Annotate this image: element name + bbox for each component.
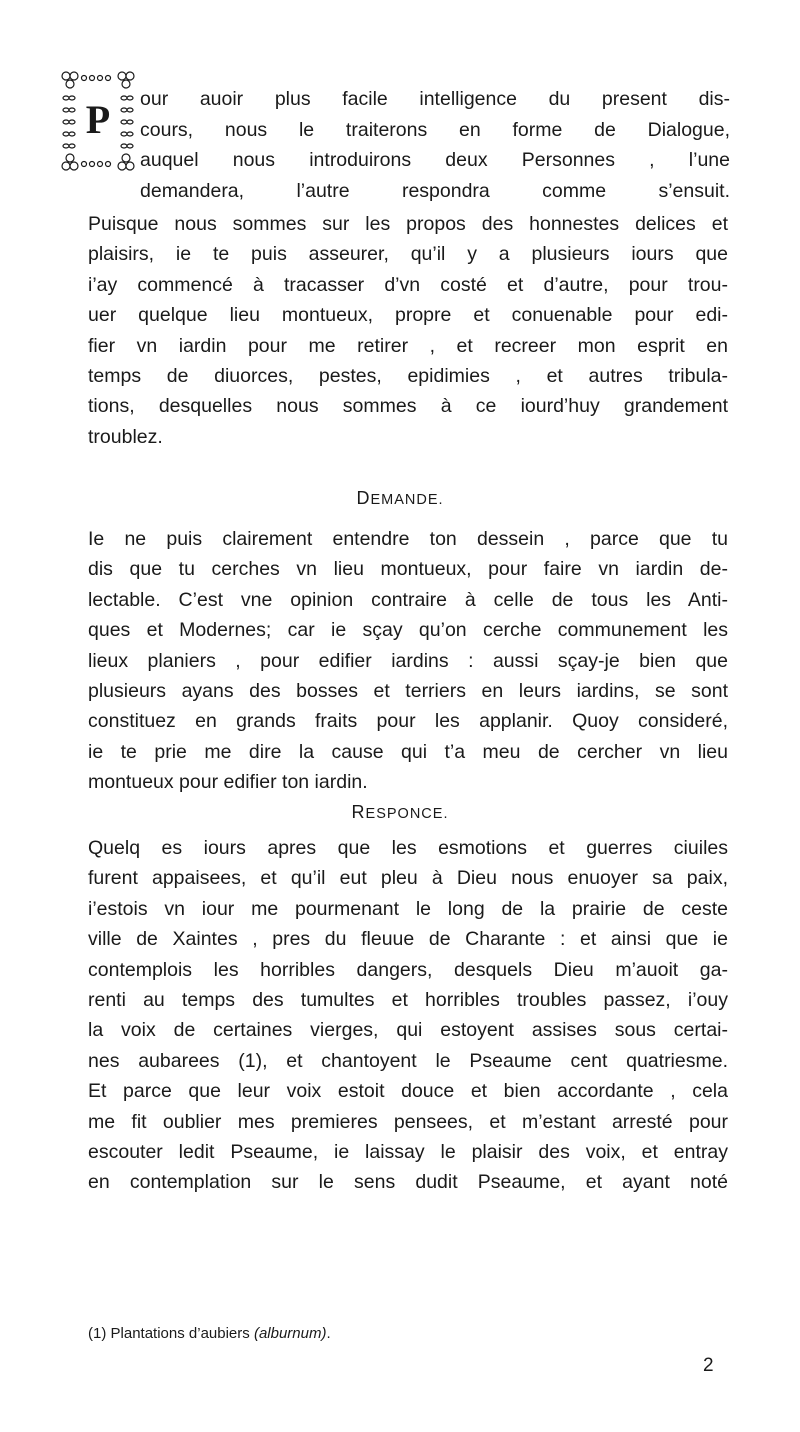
dropcap-letter: P bbox=[85, 97, 111, 142]
text-line: temps de diuorces, pestes, epidimies , et autres tribula- bbox=[88, 364, 728, 387]
text-line: en contemplation sur le sens dudit Pseaume, et ayant noté bbox=[88, 1171, 728, 1194]
text-line: me fit oublier mes premieres pensees, et m’estant arresté pour bbox=[88, 1110, 728, 1133]
heading-responce: RESPONCE. bbox=[351, 802, 449, 822]
text-line: our auoir plus facile intelligence du present dis- bbox=[140, 88, 730, 110]
text-line: dis que tu cerches vn lieu montueux, pour faire vn iardin de- bbox=[88, 558, 728, 581]
text-line: contemplois les horribles dangers, desquels Dieu m’auoit ga- bbox=[88, 958, 728, 981]
footnote-text: Plantations d’aubiers bbox=[110, 1325, 250, 1342]
text-line: nes aubarees (1), et chantoyent le Pseaume cent quatriesme. bbox=[88, 1049, 728, 1072]
text-line: lieux planiers , pour edifier iardins : aussi sçay-je bien que bbox=[88, 649, 728, 672]
footnote bbox=[88, 1324, 331, 1344]
text-line: i’estois vn iour me pourmenant le long de la prairie de ceste bbox=[88, 897, 728, 920]
text-line: furent appaisees, et qu’il eut pleu à Dieu nous enuoyer sa paix, bbox=[88, 867, 728, 890]
text-line: plusieurs ayans des bosses et terriers en leurs iardins, se sont bbox=[88, 679, 728, 702]
text-line: auquel nous introduirons deux Personnes , l’une bbox=[140, 149, 730, 171]
paragraph-puisque bbox=[88, 209, 728, 452]
footnote-italic: (alburnum) bbox=[253, 1325, 327, 1342]
text-line: uer quelque lieu montueux, propre et conuenable pour edi- bbox=[88, 304, 728, 327]
paragraph-demande bbox=[88, 524, 728, 798]
paragraph-responce bbox=[88, 833, 728, 1198]
text-line: Ie ne puis clairement entendre ton dessein , parce que tu bbox=[88, 528, 728, 550]
text-line: i’ay commencé à tracasser d’vn costé et d’autre, pour trou- bbox=[88, 273, 728, 296]
heading-demande: DEMANDE. bbox=[356, 488, 444, 508]
text-line: montueux pour edifier ton iardin. bbox=[88, 771, 368, 794]
text-line: demandera, l’autre respondra comme s’ensuit. bbox=[140, 179, 730, 202]
text-line: ville de Xaintes , pres du fleuue de Charante : et ainsi que ie bbox=[88, 928, 728, 951]
text-line: lectable. C’est vne opinion contraire à celle de tous les Anti- bbox=[88, 588, 728, 611]
text-line: constituez en grands fraits pour les applanir. Quoy consideré, bbox=[88, 710, 728, 733]
text-line: plaisirs, ie te puis asseurer, qu’il y a plusieurs iours que bbox=[88, 243, 728, 266]
text-line: Et parce que leur voix estoit douce et bien accordante , cela bbox=[88, 1080, 728, 1103]
text-line: escouter ledit Pseaume, ie laissay le plaisir des voix, et entray bbox=[88, 1140, 728, 1163]
text-line: la voix de certaines vierges, qui estoyent assises sous certai- bbox=[88, 1019, 728, 1042]
text-line: ie te prie me dire la cause qui t’a meu de cercher vn lieu bbox=[88, 740, 728, 763]
text-line: tions, desquelles nous sommes à ce iourd’huy grandement bbox=[88, 395, 728, 418]
opening-paragraph bbox=[140, 84, 730, 206]
text-line: renti au temps des tumultes et horribles troubles passez, i’ouy bbox=[88, 988, 728, 1011]
footnote-marker: (1) bbox=[88, 1325, 107, 1342]
text-line: Puisque nous sommes sur les propos des honnestes delices et bbox=[88, 213, 728, 235]
page-number: 2 bbox=[703, 1355, 714, 1376]
text-line: fier vn iardin pour me retirer , et recreer mon esprit en bbox=[88, 334, 728, 357]
text-line: ques et Modernes; car ie sçay qu’on cerche communement les bbox=[88, 619, 728, 642]
text-line: cours, nous le traiterons en forme de Dialogue, bbox=[140, 118, 730, 141]
footnote-end: . bbox=[326, 1325, 331, 1342]
text-line: Quelq es iours apres que les esmotions et guerres ciuiles bbox=[88, 837, 728, 859]
text-line: troublez. bbox=[88, 425, 163, 448]
